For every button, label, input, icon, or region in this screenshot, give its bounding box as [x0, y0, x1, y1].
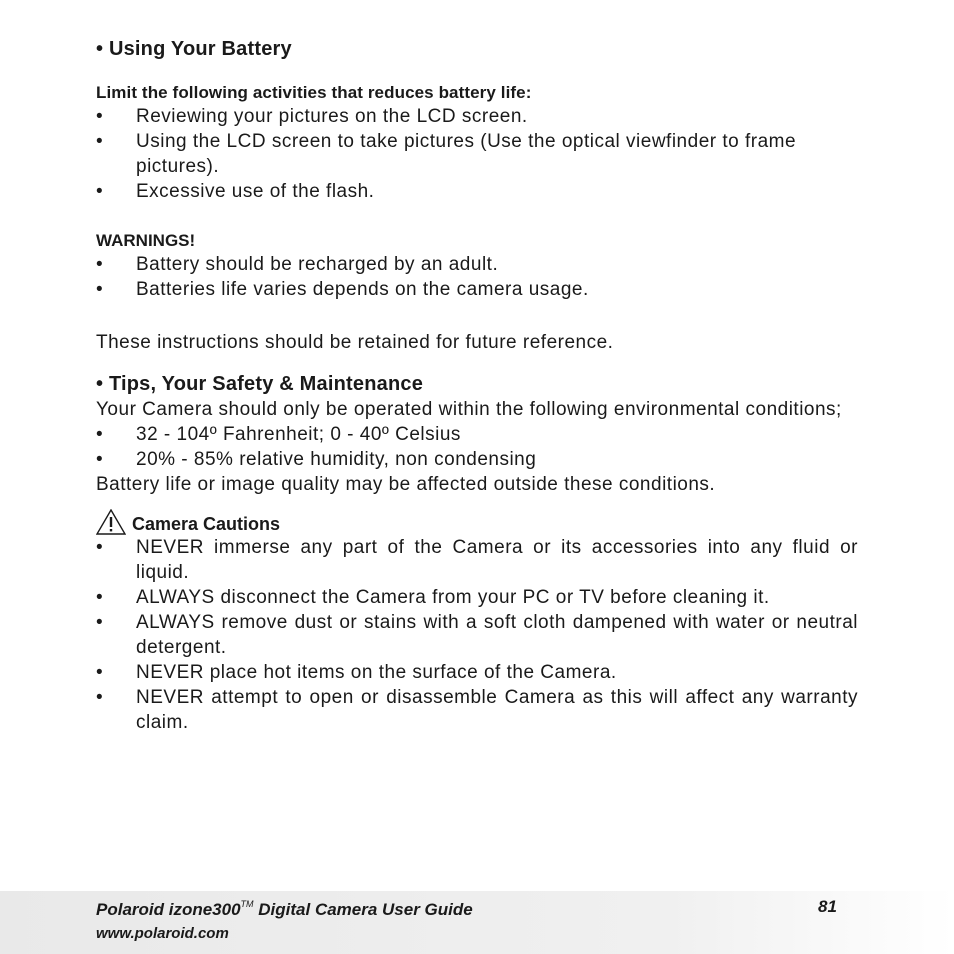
- warnings-list: [96, 252, 858, 302]
- list-item: • Battery should be recharged by an adult.: [96, 254, 499, 275]
- footer-title: Polaroid izone300™ Digital Camera User Guide: [96, 899, 473, 919]
- manual-page: [96, 36, 858, 735]
- cautions-label: Camera Cautions: [132, 514, 281, 534]
- list-item: • NEVER immerse any part of the Camera or its accessories into any fluid or liquid.: [96, 537, 858, 583]
- warning-triangle-icon: [96, 509, 126, 535]
- trademark-symbol: TM: [240, 899, 254, 909]
- battery-limit-label: Limit the following activities that reduces battery life:: [96, 83, 532, 102]
- conditions-list: [96, 422, 858, 472]
- cautions-list: [96, 535, 858, 735]
- outside-note: Battery life or image quality may be affected outside these conditions.: [96, 474, 716, 495]
- list-item: • ALWAYS remove dust or stains with a soft cloth dampened with water or neutral detergent.: [96, 612, 858, 658]
- tips-heading: • Tips, Your Safety & Maintenance: [96, 373, 424, 395]
- battery-limit-list: [96, 104, 858, 204]
- list-item: • Excessive use of the flash.: [96, 181, 375, 202]
- list-item: • Reviewing your pictures on the LCD screen.: [96, 106, 528, 127]
- list-item: • 32 - 104º Fahrenheit; 0 - 40º Celsius: [96, 424, 461, 445]
- tips-intro: Your Camera should only be operated within the following environmental conditions;: [96, 399, 842, 420]
- list-item: • Batteries life varies depends on the camera usage.: [96, 279, 589, 300]
- list-item: • NEVER attempt to open or disassemble Camera as this will affect any warranty claim.: [96, 687, 858, 733]
- footer-url[interactable]: www.polaroid.com: [96, 925, 229, 942]
- page-footer: [0, 891, 954, 954]
- retain-note: These instructions should be retained for future reference.: [96, 332, 614, 353]
- battery-heading: • Using Your Battery: [96, 38, 292, 60]
- warnings-label: WARNINGS!: [96, 231, 196, 250]
- page-number: 81: [818, 897, 837, 916]
- list-item: • ALWAYS disconnect the Camera from your PC or TV before cleaning it.: [96, 587, 770, 608]
- list-item: • 20% - 85% relative humidity, non condensing: [96, 449, 537, 470]
- cautions-header: [96, 509, 858, 535]
- list-item: • NEVER place hot items on the surface of the Camera.: [96, 662, 617, 683]
- list-item: • Using the LCD screen to take pictures (Use the optical viewfinder to frame pictures).: [96, 131, 797, 177]
